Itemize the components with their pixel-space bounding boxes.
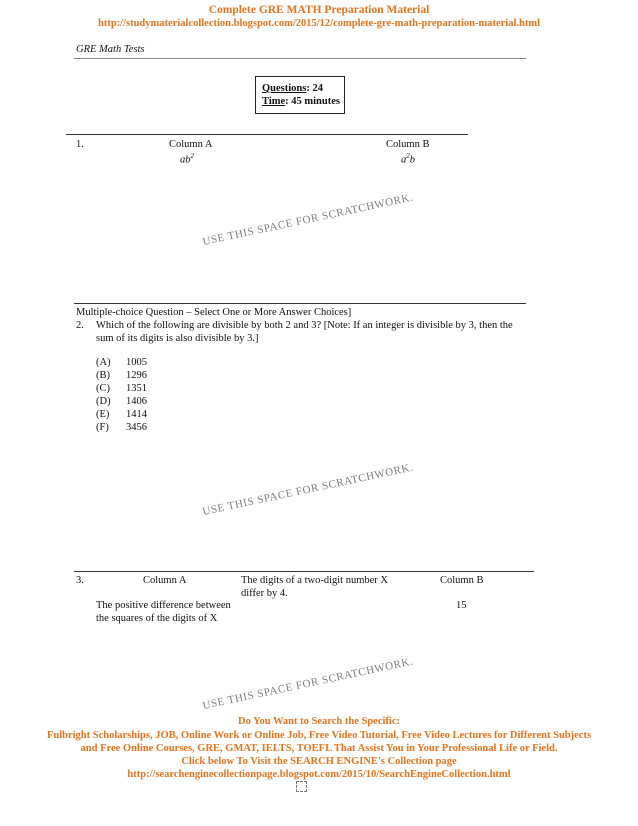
q3-column-a-label: Column A [143, 575, 187, 586]
bottom-banner-line2: Fulbright Scholarships, JOB, Online Work or Online Job, Free Video Tutorial, Free Video Lectures for Different Subjects [46, 730, 592, 741]
q3-divider [74, 571, 534, 572]
q2-text-line2: sum of its digits is also divisible by 3.] [96, 333, 259, 344]
q2-choice-e[interactable]: (E) 1414 [96, 409, 147, 420]
scratchwork-watermark-3: USE THIS SPACE FOR SCRATCHWORK. [201, 655, 415, 712]
q3-column-a-line1: The positive difference between [96, 600, 231, 611]
q1-column-a-label: Column A [169, 139, 213, 150]
q3-condition-line1: The digits of a two-digit number X [241, 575, 388, 586]
q2-choice-c[interactable]: (C) 1351 [96, 383, 147, 394]
q3-condition-line2: differ by 4. [241, 588, 288, 599]
q2-divider [74, 303, 526, 304]
time-limit: Time: 45 minutes [262, 96, 340, 107]
q2-instruction: Multiple-choice Question – Select One or More Answer Choices] [76, 307, 352, 318]
q3-column-b-value: 15 [456, 600, 467, 611]
q2-choice-f[interactable]: (F) 3456 [96, 422, 147, 433]
q1-column-b-expr: $a^2b$ [401, 152, 415, 166]
q3-column-b-label: Column B [440, 575, 484, 586]
q2-text-line1: Which of the following are divisible by both 2 and 3? [Note: If an integer is divisible by 3, then the [96, 320, 513, 331]
q1-column-b-label: Column B [386, 139, 430, 150]
scratchwork-watermark-2: USE THIS SPACE FOR SCRATCHWORK. [201, 461, 415, 518]
banner-url-link[interactable]: http://studymaterialcollection.blogspot.com/2015/12/complete-gre-math-preparation-material.html [98, 18, 540, 29]
q2-choice-b[interactable]: (B) 1296 [96, 370, 147, 381]
image-placeholder-icon [296, 781, 307, 792]
page-header-title: GRE Math Tests [76, 44, 145, 55]
q1-number: 1. [76, 139, 84, 150]
q2-number: 2. [76, 320, 84, 331]
q1-column-a-expr: $ab^2$ [180, 152, 194, 166]
bottom-banner-line1: Do You Want to Search the Specific: [238, 716, 400, 727]
header-divider [74, 58, 526, 59]
questions-count: Questions: 24 [262, 83, 323, 94]
q2-choice-a[interactable]: (A) 1005 [96, 357, 147, 368]
scratchwork-watermark-1: USE THIS SPACE FOR SCRATCHWORK. [201, 191, 415, 248]
bottom-banner-line3: and Free Online Courses, GRE, GMAT, IELTS, TOEFL That Assist You in Your Professional Life or Field. [80, 743, 558, 754]
q2-choice-d[interactable]: (D) 1406 [96, 396, 147, 407]
bottom-banner-url-link[interactable]: http://searchenginecollectionpage.blogspot.com/2015/10/SearchEngineCollection.html [127, 769, 511, 780]
test-info-box [255, 76, 345, 114]
banner-title: Complete GRE MATH Preparation Material [208, 4, 430, 16]
q3-number: 3. [76, 575, 84, 586]
bottom-banner-line4: Click below To Visit the SEARCH ENGINE's Collection page [181, 756, 457, 767]
q3-column-a-line2: the squares of the digits of X [96, 613, 218, 624]
q1-divider [66, 134, 468, 135]
